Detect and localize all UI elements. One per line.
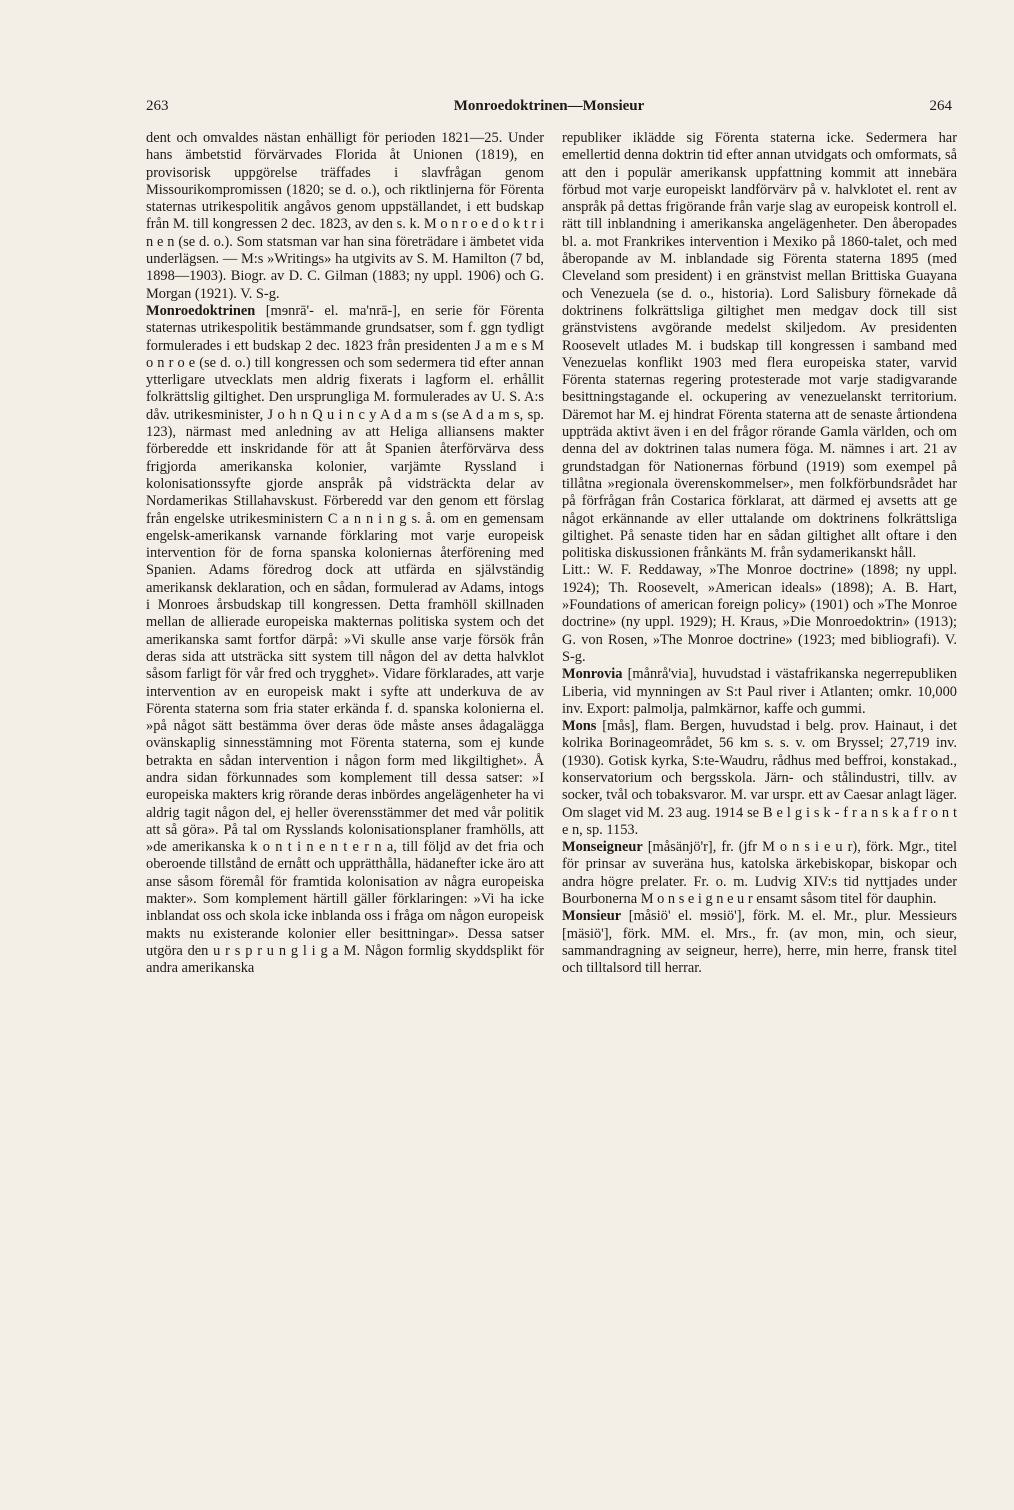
entry-text: dent och omvaldes nästan enhälligt för perioden 1821—25. Under hans ämbetstid förvärvades Florida åt Unionen (1819), en provisorisk uppgörelse träffades i slavfrågan genom Missourikompromissen (1820; se d. o.), och riktlinjerna för Förenta staternas utrikespolitik angåvos genom uppställandet, i ett budskap från M. till kongressen 2 dec. 1823, av den s. k. M o n r o e d o k t r i n e n (se d. o.). Som statsman var han sina företrädare i ämbetet vida underlägsen. — M:s »Writings» ha utgivits av S. M. Hamilton (7 bd, 1898—1903). Biogr. av D. C. Gilman (1883; ny uppl. 1906) och G. Morgan (1921). V. S-g. xyxy=(146,130,544,302)
running-title: Monroedoktrinen—Monsieur xyxy=(453,98,645,114)
entry-headword: Monseigneur xyxy=(562,839,643,856)
entry-paragraph xyxy=(562,908,957,977)
right-page-number: 264 xyxy=(929,98,952,114)
entry-headword: Monsieur xyxy=(562,908,622,925)
page-header xyxy=(146,98,952,120)
left-column xyxy=(146,130,544,978)
entry-paragraph xyxy=(562,718,957,839)
entry-paragraph xyxy=(146,130,544,303)
entry-text: [månrå'via], huvudstad i västafrikanska negerrepubliken Liberia, vid mynningen av S:t Paul river i Atlanten; omkr. 10,000 inv. Export: palmolja, palmkärnor, kaffe och gummi. xyxy=(562,666,957,717)
entry-text: [mås], flam. Bergen, huvudstad i belg. prov. Hainaut, i det kolrika Borinageområdet, 56 km s. s. v. om Bryssel; 27,719 inv. (1930). Gotisk kyrka, S:te-Waudru, rådhus med beffroi, konstakad., konservatorium och bergsskola. Järn- och stålindustri, tillv. av socker, tvål och tobaksvaror. M. var urspr. ett av Caesar anlagt läger. Om slaget vid M. 23 aug. 1914 se B e l g i s k - f r a n s k a f r o n t e n, sp. 1153. xyxy=(562,718,957,838)
entry-paragraph xyxy=(146,303,544,978)
entry-headword: Monroedoktrinen xyxy=(146,302,256,319)
entry-paragraph xyxy=(562,839,957,908)
entry-paragraph xyxy=(562,666,957,718)
entry-paragraph xyxy=(562,562,957,666)
entry-text: republiker iklädde sig Förenta staterna icke. Sedermera har emellertid denna doktrin tid efter annan utvidgats och omformats, så att den i populär amerikansk uppfattning kommit att innebära förbud mot varje europeiskt landförvärv på v. halvklotet el. rent av anspråk på dettas frigörande från varje slag av europeisk kontroll el. rätt till inblandning i amerikanska angelägenheter. Den åberopades bl. a. mot Frankrikes intervention i Mexiko på 1860-talet, och med åberopande av M. inblandade sig Förenta staterna 1895 (med Cleveland som president) i en gränstvist mellan Brittiska Guayana och Venezuela (se d. o., historia). Lord Salisbury förnekade då doktrinens folkrättsliga giltighet men medgav dock till sist gränstvistens avgörande medelst skiljedom. Av presidenten Roosevelt utlades M. i budskap till kongressen i samband med Venezuelas konflikt 1903 med flera europeiska stater, varvid Förenta staternas regering protesterade mot varje stadigvarande besittningstagande el. ockupering av venezuelanskt territorium. Däremot har M. ej hindrat Förenta staterna att de senaste årtiondena uppträda aktivt även i en del frågor rörande Gamla världen, och om denna del av doktrinen talas numera föga. M. nämnes i art. 21 av grundstadgan för Nationernas förbund (1919) som exempel på tillåtna »regionala överenskommelser», men folkförbundsrådet har på förfrågan från Costarica förklarat, att därmed ej avsetts att ge något erkännande av eller uttalande om doktrinens folkrättsliga giltighet. På senaste tiden har en sådan giltighet allt oftare i den politiska diskussionen frånkänts M. från sydamerikanskt håll. xyxy=(562,130,957,562)
entry-text: [mɘnrā'- el. ma'nrā-], en serie för Förenta staternas utrikespolitik bestämmande grundsatser, som f. ggn tydligt formulerades i ett budskap 2 dec. 1823 från presidenten J a m e s M o n r o e (se d. o.) till kongressen och som sedermera tid efter annan ytterligare utvecklats men aldrig fixerats i lagform el. erhållit folkrättslig giltighet. Den ursprungliga M. formulerades av U. S. A:s dåv. utrikesminister, J o h n Q u i n c y A d a m s (se A d a m s, sp. 123), närmast med anledning av att Heliga alliansens makter förberedde ett inskridande för att åt Spanien återförvärva dess frigjorda amerikanska kolonier, varjämte Ryssland i kolonisationssyfte gjorde anspråk på vidsträckta delar av Nordamerikas Stillahavskust. Förberedd var den genom ett förslag från engelske utrikesministern C a n n i n g s. å. om en gemensam engelsk-amerikansk varnande förklaring mot varje europeisk intervention för de forna spanska koloniernas återförening med Spanien. Adams föredrog dock att utfärda en självständig amerikansk deklaration, och en sådan, formulerad av Adams, intogs i Monroes årsbudskap till kongressen. Detta framhöll skillnaden mellan de allierade europeiska makternas politiska system och det amerikanska samt fortfor därpå: »Vi skulle anse varje försök från deras sida att utsträcka sitt system till någon del av detta halvklot såsom farligt för vår fred och trygghet». Vidare förklarades, att varje intervention av en europeisk makt i syfte att underkuva de av Förenta staterna som fria stater erkända f. d. spanska kolonierna el. »på något sätt bestämma över deras öde måste anses ådagalägga ovänskaplig sinnesstämning mot Förenta staterna, som ej kunde betrakta en sådan intervention i någon form med likgiltighet». Å andra sidan förkunnades som komplement till dessa satser: »I europeiska makters krig rörande deras inbördes angelägenheter ha vi aldrig tagit någon del, ej heller överensstämmer det med vår politik att så göra». På tal om Rysslands kolonisationsplaner framhölls, att »de amerikanska k o n t i n e n t e r n a, till följd av det fria och oberoende tillstånd de ernått och upprätthålla, hädanefter icke äro att anse såsom föremål för framtida kolonisation av några europeiska makter». Som komplement härtill gäller förklaringen: »Vi ha icke inblandat oss och skola icke inblanda oss i fråga om någon europeisk makts nu existerande kolonier eller besittningar». Dessa satser utgöra den u r s p r u n g l i g a M. Någon formlig skyddsplikt för andra amerikanska xyxy=(146,302,544,977)
left-page-number: 263 xyxy=(146,98,169,114)
entry-headword: Monrovia xyxy=(562,666,623,683)
entry-headword: Mons xyxy=(562,718,597,735)
entry-text: [måsiö' el. mɘsiö'], förk. M. el. Mr., plur. Messieurs [mäsiö'], förk. MM. el. Mrs., fr. (av mon, min, och sieur, sammandragning av seigneur, herre), herre, min herre, fransk titel och tilltalsord till herrar. xyxy=(562,908,957,977)
entry-text: [måsänjö'r], fr. (jfr M o n s i e u r), förk. Mgr., titel för prinsar av suveräna hus, katolska ärkebiskopar, biskopar och andra högre prelater. Fr. o. m. Ludvig XIV:s tid nyttjades under Bourbonerna M o n s e i g n e u r ensamt såsom titel för dauphin. xyxy=(562,839,957,908)
right-column xyxy=(562,130,957,978)
entry-text: Litt.: W. F. Reddaway, »The Monroe doctrine» (1898; ny uppl. 1924); Th. Roosevelt, »American ideals» (1898); A. B. Hart, »Foundations of american foreign policy» (1901) och »The Monroe doctrine» (ny uppl. 1929); H. Kraus, »Die Monroedoktrin» (1913); G. von Rosen, »The Monroe doctrine» (1923; med bibliografi). V. S-g. xyxy=(562,562,957,665)
entry-paragraph xyxy=(562,130,957,562)
